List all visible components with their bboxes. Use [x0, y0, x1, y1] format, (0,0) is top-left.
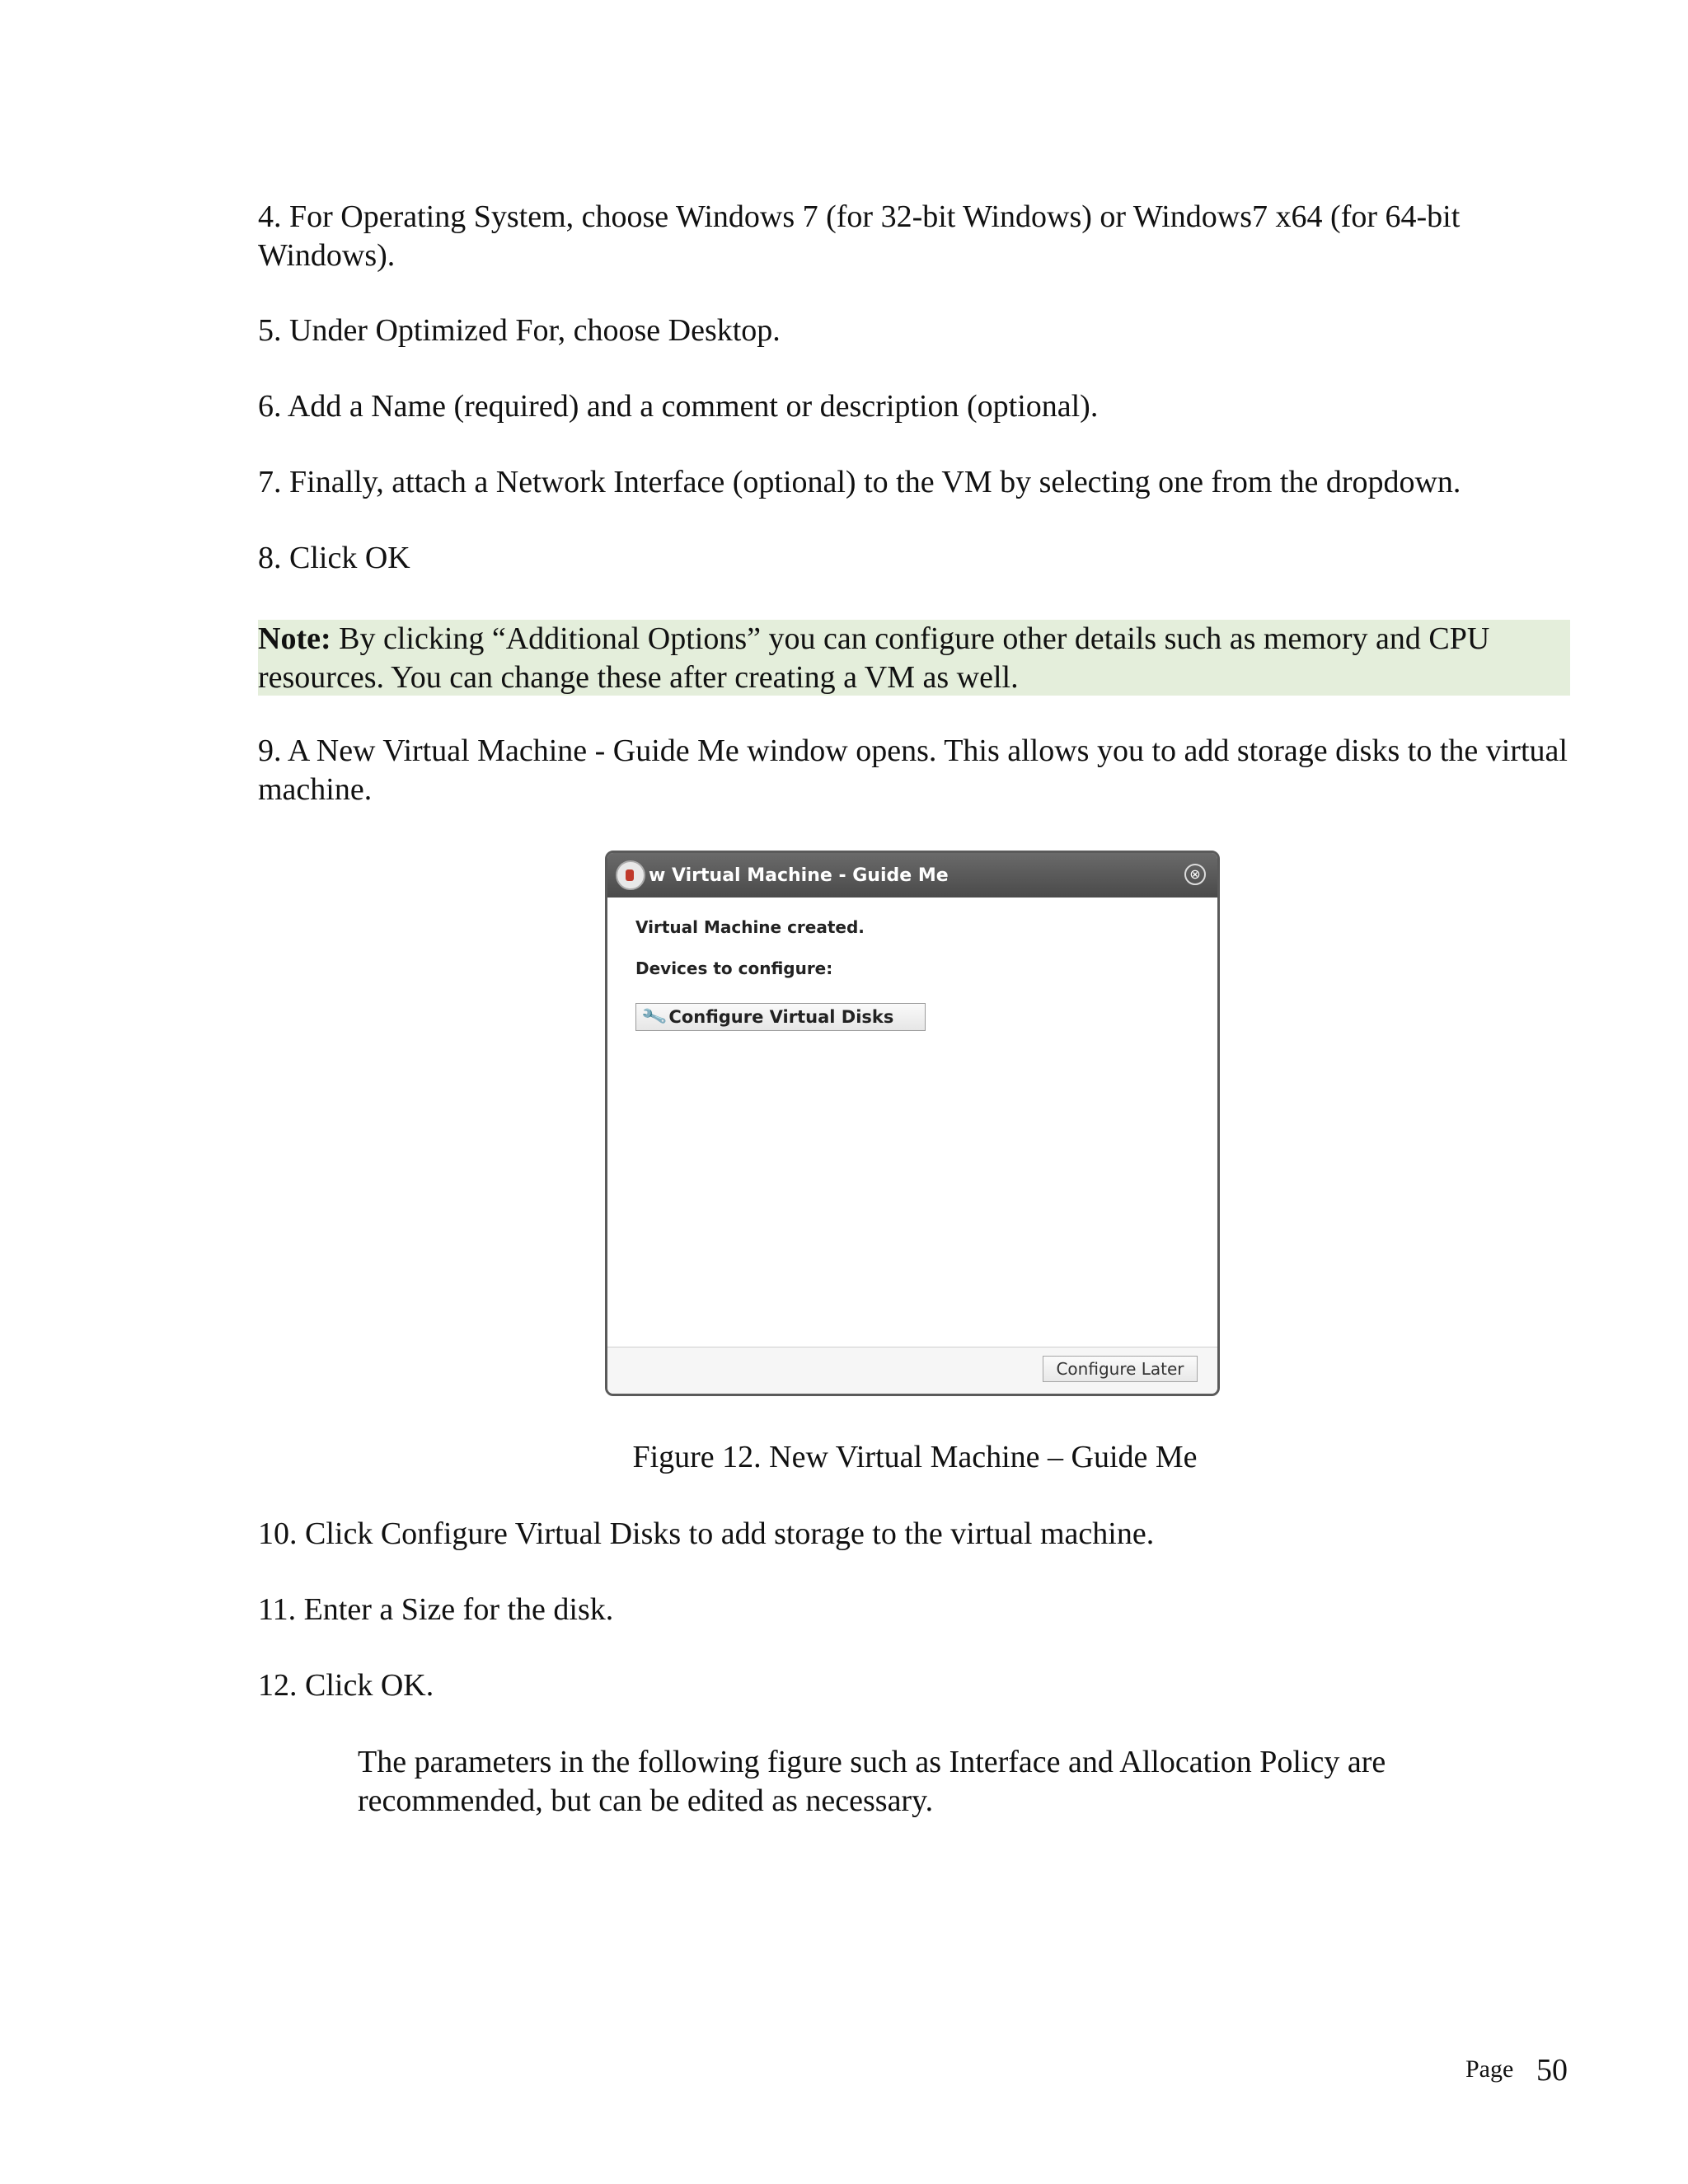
step-5: 5. Under Optimized For, choose Desktop.	[258, 313, 781, 348]
note-paragraph	[258, 620, 1564, 697]
configure-later-button[interactable]: Configure Later	[1043, 1356, 1198, 1382]
indented-paragraph: The parameters in the following figure such as Interface and Allocation Policy are recommended, but can be edited as necessary.	[358, 1745, 1386, 1818]
step-6: 6. Add a Name (required) and a comment or description (optional).	[258, 389, 1099, 424]
step-8: 8. Click OK	[258, 541, 410, 575]
app-logo-icon	[616, 860, 645, 890]
dialog-title: w Virtual Machine - Guide Me	[649, 865, 949, 886]
vm-created-text: Virtual Machine created.	[635, 917, 865, 937]
close-icon[interactable]: ⊗	[1184, 864, 1206, 885]
configure-virtual-disks-label: Configure Virtual Disks	[668, 1007, 894, 1027]
dialog-body	[607, 898, 1217, 1374]
figure-caption: Figure 12. New Virtual Machine – Guide Me	[632, 1440, 1198, 1474]
step-12: 12. Click OK.	[258, 1668, 434, 1703]
step-10: 10. Click Configure Virtual Disks to add storage to the virtual machine.	[258, 1516, 1155, 1551]
page-label: Page	[1465, 2055, 1514, 2083]
page-number: 50	[1536, 2053, 1568, 2088]
step-9: 9. A New Virtual Machine - Guide Me window opens. This allows you to add storage disks to the virtual machine.	[258, 733, 1568, 807]
note-text: By clicking “Additional Options” you can configure other details such as memory and CPU resources. You can change these after creating a VM as well.	[258, 621, 1490, 695]
configure-virtual-disks-button[interactable]	[635, 1003, 926, 1031]
wrench-icon: 🔧	[640, 1003, 668, 1031]
step-11: 11. Enter a Size for the disk.	[258, 1592, 614, 1627]
dialog-footer	[607, 1347, 1217, 1394]
step-4: 4. For Operating System, choose Windows 7 (for 32-bit Windows) or Windows7 x64 (for 64-bit Windows).	[258, 199, 1461, 273]
dialog-titlebar	[607, 853, 1217, 898]
note-box	[258, 620, 1570, 696]
note-label: Note:	[258, 621, 331, 656]
devices-to-configure-label: Devices to configure:	[635, 958, 833, 978]
step-7: 7. Finally, attach a Network Interface (optional) to the VM by selecting one from the dropdown.	[258, 465, 1461, 499]
guide-me-dialog-screenshot	[605, 851, 1220, 1396]
